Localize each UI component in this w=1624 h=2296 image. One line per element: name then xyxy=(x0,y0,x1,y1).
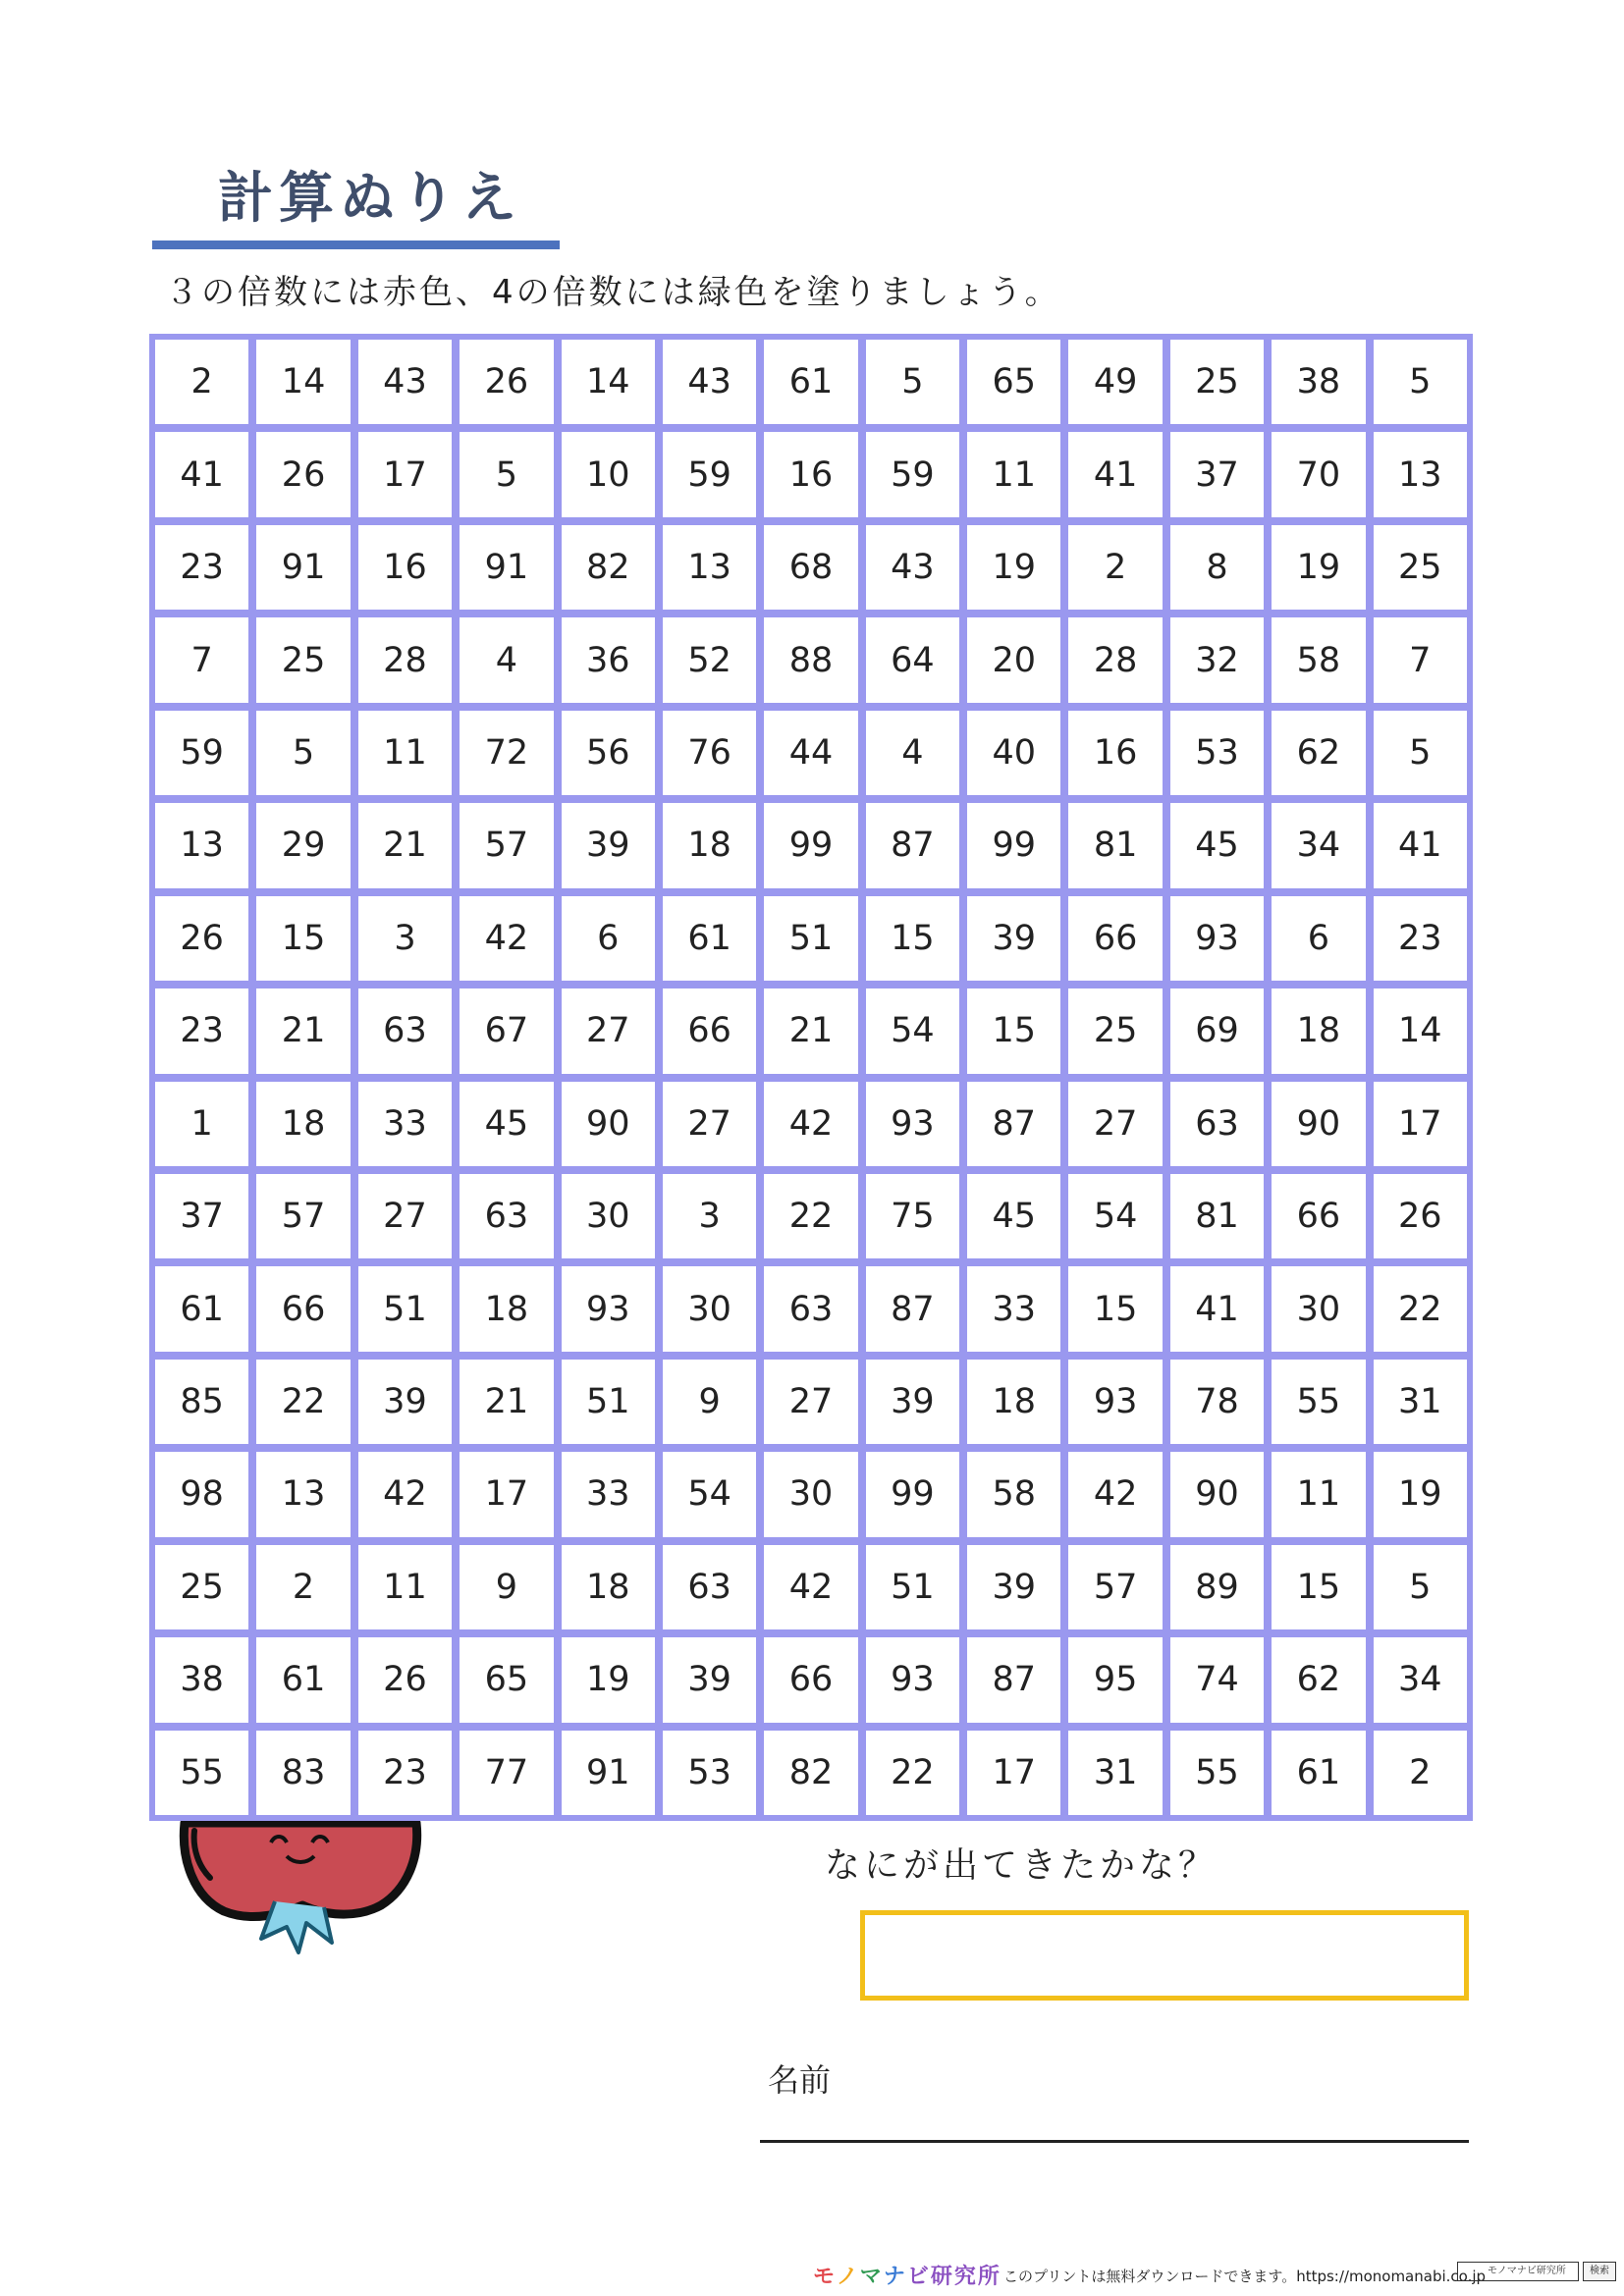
grid-cell[interactable]: 15 xyxy=(967,988,1060,1073)
grid-cell[interactable]: 66 xyxy=(1068,896,1162,981)
grid-cell[interactable]: 61 xyxy=(1272,1731,1365,1815)
grid-cell[interactable]: 42 xyxy=(764,1545,857,1629)
grid-cell[interactable]: 18 xyxy=(256,1082,350,1166)
grid-cell[interactable]: 54 xyxy=(1068,1174,1162,1258)
grid-cell[interactable]: 5 xyxy=(1374,711,1467,795)
instructions-text: ３の倍数には赤色、4の倍数には緑色を塗りましょう。 xyxy=(165,273,1061,312)
page-title: 計算ぬりえ xyxy=(218,167,522,231)
grid-cell[interactable]: 32 xyxy=(1170,617,1264,702)
grid-cell[interactable]: 61 xyxy=(155,1266,248,1351)
grid-cell[interactable]: 42 xyxy=(764,1082,857,1166)
grid-cell[interactable]: 13 xyxy=(663,525,756,610)
grid-cell[interactable]: 15 xyxy=(1272,1545,1365,1629)
grid-cell[interactable]: 10 xyxy=(562,432,655,516)
grid-cell[interactable]: 38 xyxy=(155,1637,248,1722)
grid-cell[interactable]: 51 xyxy=(764,896,857,981)
grid-cell[interactable]: 87 xyxy=(866,803,959,887)
grid-cell[interactable]: 57 xyxy=(256,1174,350,1258)
grid-cell[interactable]: 51 xyxy=(358,1266,452,1351)
grid-cell[interactable]: 54 xyxy=(663,1452,756,1536)
grid-cell[interactable]: 2 xyxy=(1068,525,1162,610)
grid-cell[interactable]: 87 xyxy=(967,1082,1060,1166)
grid-cell[interactable]: 15 xyxy=(256,896,350,981)
grid-cell[interactable]: 58 xyxy=(967,1452,1060,1536)
grid-cell[interactable]: 18 xyxy=(1272,988,1365,1073)
grid-cell[interactable]: 99 xyxy=(866,1452,959,1536)
grid-cell[interactable]: 26 xyxy=(256,432,350,516)
grid-cell[interactable]: 21 xyxy=(460,1360,553,1444)
grid-cell[interactable]: 23 xyxy=(358,1731,452,1815)
grid-cell[interactable]: 56 xyxy=(562,711,655,795)
grid-cell[interactable]: 39 xyxy=(967,896,1060,981)
grid-cell[interactable]: 43 xyxy=(663,340,756,424)
grid-cell[interactable]: 87 xyxy=(866,1266,959,1351)
name-label: 名前 xyxy=(768,2061,832,2099)
grid-cell[interactable]: 21 xyxy=(256,988,350,1073)
grid-cell[interactable]: 55 xyxy=(1170,1731,1264,1815)
grid-cell[interactable]: 30 xyxy=(764,1452,857,1536)
grid-cell[interactable]: 63 xyxy=(358,988,452,1073)
grid-cell[interactable]: 91 xyxy=(256,525,350,610)
grid-cell[interactable]: 76 xyxy=(663,711,756,795)
grid-cell[interactable]: 30 xyxy=(663,1266,756,1351)
grid-cell[interactable]: 8 xyxy=(1170,525,1264,610)
grid-cell[interactable]: 26 xyxy=(460,340,553,424)
apple-mascot-icon xyxy=(177,1821,432,1958)
grid-cell[interactable]: 55 xyxy=(1272,1360,1365,1444)
grid-cell[interactable]: 14 xyxy=(1374,988,1467,1073)
grid-cell[interactable]: 62 xyxy=(1272,1637,1365,1722)
grid-cell[interactable]: 9 xyxy=(460,1545,553,1629)
footer-search-input[interactable]: モノマナビ研究所 xyxy=(1457,2262,1579,2281)
grid-cell[interactable]: 4 xyxy=(460,617,553,702)
grid-cell[interactable]: 6 xyxy=(562,896,655,981)
grid-cell[interactable]: 1 xyxy=(155,1082,248,1166)
grid-cell[interactable]: 3 xyxy=(663,1174,756,1258)
grid-cell[interactable]: 63 xyxy=(1170,1082,1264,1166)
grid-cell[interactable]: 69 xyxy=(1170,988,1264,1073)
grid-cell[interactable]: 5 xyxy=(1374,340,1467,424)
grid-cell[interactable]: 37 xyxy=(1170,432,1264,516)
grid-cell[interactable]: 22 xyxy=(764,1174,857,1258)
logo-char: モ xyxy=(813,2265,837,2289)
grid-cell[interactable]: 5 xyxy=(256,711,350,795)
grid-cell[interactable]: 39 xyxy=(663,1637,756,1722)
grid-cell[interactable]: 41 xyxy=(1068,432,1162,516)
grid-cell[interactable]: 93 xyxy=(1068,1360,1162,1444)
grid-cell[interactable]: 42 xyxy=(1068,1452,1162,1536)
grid-cell[interactable]: 91 xyxy=(562,1731,655,1815)
grid-cell[interactable]: 44 xyxy=(764,711,857,795)
grid-cell[interactable]: 66 xyxy=(1272,1174,1365,1258)
grid-cell[interactable]: 43 xyxy=(866,525,959,610)
grid-cell[interactable]: 2 xyxy=(256,1545,350,1629)
grid-cell[interactable]: 31 xyxy=(1068,1731,1162,1815)
grid-cell[interactable]: 26 xyxy=(358,1637,452,1722)
grid-cell[interactable]: 27 xyxy=(764,1360,857,1444)
logo-char: ノ xyxy=(836,2265,860,2289)
grid-cell[interactable]: 4 xyxy=(866,711,959,795)
grid-cell[interactable]: 34 xyxy=(1272,803,1365,887)
grid-cell[interactable]: 89 xyxy=(1170,1545,1264,1629)
grid-cell[interactable]: 41 xyxy=(1374,803,1467,887)
grid-cell[interactable]: 5 xyxy=(460,432,553,516)
name-line[interactable] xyxy=(760,2140,1469,2143)
title-underline xyxy=(152,240,560,249)
grid-cell[interactable]: 42 xyxy=(358,1452,452,1536)
grid-cell[interactable]: 19 xyxy=(967,525,1060,610)
grid-cell[interactable]: 22 xyxy=(1374,1266,1467,1351)
grid-cell[interactable]: 36 xyxy=(562,617,655,702)
grid-cell[interactable]: 67 xyxy=(460,988,553,1073)
grid-cell[interactable]: 20 xyxy=(967,617,1060,702)
grid-cell[interactable]: 64 xyxy=(866,617,959,702)
grid-cell[interactable]: 11 xyxy=(1272,1452,1365,1536)
grid-cell[interactable]: 25 xyxy=(1374,525,1467,610)
grid-cell[interactable]: 30 xyxy=(562,1174,655,1258)
grid-cell[interactable]: 33 xyxy=(967,1266,1060,1351)
grid-cell[interactable]: 68 xyxy=(764,525,857,610)
grid-cell[interactable]: 26 xyxy=(1374,1174,1467,1258)
grid-cell[interactable]: 25 xyxy=(256,617,350,702)
grid-cell[interactable]: 65 xyxy=(460,1637,553,1722)
grid-cell[interactable]: 45 xyxy=(967,1174,1060,1258)
grid-cell[interactable]: 95 xyxy=(1068,1637,1162,1722)
grid-cell[interactable]: 9 xyxy=(663,1360,756,1444)
grid-cell[interactable]: 75 xyxy=(866,1174,959,1258)
grid-cell[interactable]: 25 xyxy=(1068,988,1162,1073)
footer-search-button[interactable]: 検索 xyxy=(1583,2262,1616,2281)
grid-cell[interactable]: 39 xyxy=(967,1545,1060,1629)
grid-cell[interactable]: 57 xyxy=(460,803,553,887)
grid-cell[interactable]: 45 xyxy=(460,1082,553,1166)
grid-cell[interactable]: 15 xyxy=(1068,1266,1162,1351)
grid-cell[interactable]: 93 xyxy=(866,1082,959,1166)
grid-cell[interactable]: 25 xyxy=(155,1545,248,1629)
grid-cell[interactable]: 81 xyxy=(1170,1174,1264,1258)
grid-cell[interactable]: 31 xyxy=(1374,1360,1467,1444)
grid-cell[interactable]: 82 xyxy=(764,1731,857,1815)
grid-cell[interactable]: 83 xyxy=(256,1731,350,1815)
footer-text: このプリントは無料ダウンロードできます。https://monomanabi.co.jp xyxy=(1003,2268,1487,2285)
grid-cell[interactable]: 65 xyxy=(967,340,1060,424)
grid-cell[interactable]: 11 xyxy=(967,432,1060,516)
grid-cell[interactable]: 51 xyxy=(562,1360,655,1444)
grid-cell[interactable]: 5 xyxy=(1374,1545,1467,1629)
grid-cell[interactable]: 2 xyxy=(155,340,248,424)
grid-cell[interactable]: 77 xyxy=(460,1731,553,1815)
grid-cell[interactable]: 55 xyxy=(155,1731,248,1815)
grid-cell[interactable]: 19 xyxy=(562,1637,655,1722)
grid-cell[interactable]: 34 xyxy=(1374,1637,1467,1722)
grid-cell[interactable]: 90 xyxy=(1170,1452,1264,1536)
grid-cell[interactable]: 11 xyxy=(358,1545,452,1629)
grid-cell[interactable]: 58 xyxy=(1272,617,1365,702)
grid-cell[interactable]: 26 xyxy=(155,896,248,981)
grid-cell[interactable]: 99 xyxy=(764,803,857,887)
grid-cell[interactable]: 16 xyxy=(358,525,452,610)
grid-cell[interactable]: 11 xyxy=(358,711,452,795)
grid-cell[interactable]: 14 xyxy=(562,340,655,424)
answer-box[interactable] xyxy=(860,1910,1469,2001)
grid-cell[interactable]: 39 xyxy=(866,1360,959,1444)
grid-cell[interactable]: 18 xyxy=(562,1545,655,1629)
grid-cell[interactable]: 66 xyxy=(764,1637,857,1722)
grid-cell[interactable]: 18 xyxy=(663,803,756,887)
grid-cell[interactable]: 37 xyxy=(155,1174,248,1258)
grid-cell[interactable]: 27 xyxy=(562,988,655,1073)
grid-cell[interactable]: 61 xyxy=(663,896,756,981)
grid-cell[interactable]: 17 xyxy=(358,432,452,516)
grid-cell[interactable]: 38 xyxy=(1272,340,1365,424)
grid-cell[interactable]: 49 xyxy=(1068,340,1162,424)
grid-cell[interactable]: 66 xyxy=(256,1266,350,1351)
grid-cell[interactable]: 87 xyxy=(967,1637,1060,1722)
grid-cell[interactable]: 16 xyxy=(1068,711,1162,795)
grid-cell[interactable]: 17 xyxy=(460,1452,553,1536)
grid-cell[interactable]: 61 xyxy=(764,340,857,424)
grid-cell[interactable]: 74 xyxy=(1170,1637,1264,1722)
grid-cell[interactable]: 28 xyxy=(1068,617,1162,702)
grid-cell[interactable]: 30 xyxy=(1272,1266,1365,1351)
grid-cell[interactable]: 57 xyxy=(1068,1545,1162,1629)
grid-cell[interactable]: 13 xyxy=(1374,432,1467,516)
grid-cell[interactable]: 7 xyxy=(155,617,248,702)
grid-cell[interactable]: 43 xyxy=(358,340,452,424)
coloring-grid xyxy=(149,334,1473,1821)
grid-cell[interactable]: 54 xyxy=(866,988,959,1073)
grid-cell[interactable]: 52 xyxy=(663,617,756,702)
grid-cell[interactable]: 72 xyxy=(460,711,553,795)
grid-cell[interactable]: 23 xyxy=(155,988,248,1073)
grid-cell[interactable]: 27 xyxy=(663,1082,756,1166)
grid-cell[interactable]: 70 xyxy=(1272,432,1365,516)
grid-cell[interactable]: 22 xyxy=(866,1731,959,1815)
grid-cell[interactable]: 51 xyxy=(866,1545,959,1629)
grid-cell[interactable]: 7 xyxy=(1374,617,1467,702)
grid-cell[interactable]: 27 xyxy=(358,1174,452,1258)
grid-cell[interactable]: 33 xyxy=(358,1082,452,1166)
grid-cell[interactable]: 59 xyxy=(663,432,756,516)
grid-cell[interactable]: 29 xyxy=(256,803,350,887)
grid-cell[interactable]: 63 xyxy=(764,1266,857,1351)
grid-cell[interactable]: 6 xyxy=(1272,896,1365,981)
grid-cell[interactable]: 93 xyxy=(1170,896,1264,981)
grid-cell[interactable]: 17 xyxy=(1374,1082,1467,1166)
grid-cell[interactable]: 91 xyxy=(460,525,553,610)
grid-cell[interactable]: 28 xyxy=(358,617,452,702)
grid-cell[interactable]: 25 xyxy=(1170,340,1264,424)
grid-cell[interactable]: 45 xyxy=(1170,803,1264,887)
grid-cell[interactable]: 62 xyxy=(1272,711,1365,795)
grid-cell[interactable]: 19 xyxy=(1374,1452,1467,1536)
grid-cell[interactable]: 90 xyxy=(562,1082,655,1166)
grid-cell[interactable]: 21 xyxy=(764,988,857,1073)
grid-cell[interactable]: 23 xyxy=(155,525,248,610)
grid-cell[interactable]: 16 xyxy=(764,432,857,516)
grid-cell[interactable]: 39 xyxy=(358,1360,452,1444)
grid-cell[interactable]: 21 xyxy=(358,803,452,887)
grid-cell[interactable]: 85 xyxy=(155,1360,248,1444)
grid-cell[interactable]: 3 xyxy=(358,896,452,981)
grid-cell[interactable]: 41 xyxy=(1170,1266,1264,1351)
grid-cell[interactable]: 63 xyxy=(663,1545,756,1629)
grid-cell[interactable]: 88 xyxy=(764,617,857,702)
grid-cell[interactable]: 15 xyxy=(866,896,959,981)
grid-cell[interactable]: 98 xyxy=(155,1452,248,1536)
grid-cell[interactable]: 82 xyxy=(562,525,655,610)
grid-cell[interactable]: 53 xyxy=(663,1731,756,1815)
logo-char: マ xyxy=(859,2265,884,2289)
grid-cell[interactable]: 93 xyxy=(562,1266,655,1351)
grid-cell[interactable]: 59 xyxy=(155,711,248,795)
grid-cell[interactable]: 53 xyxy=(1170,711,1264,795)
grid-cell[interactable]: 39 xyxy=(562,803,655,887)
grid-cell[interactable]: 23 xyxy=(1374,896,1467,981)
grid-cell[interactable]: 78 xyxy=(1170,1360,1264,1444)
grid-cell[interactable]: 14 xyxy=(256,340,350,424)
question-text: なにが出てきたかな？ xyxy=(825,1845,1218,1886)
grid-cell[interactable]: 63 xyxy=(460,1174,553,1258)
footer-logo xyxy=(813,2260,1001,2290)
logo-char: ナ xyxy=(883,2265,907,2289)
grid-cell[interactable]: 33 xyxy=(562,1452,655,1536)
grid-cell[interactable]: 40 xyxy=(967,711,1060,795)
grid-cell[interactable]: 27 xyxy=(1068,1082,1162,1166)
grid-cell[interactable]: 2 xyxy=(1374,1731,1467,1815)
grid-cell[interactable]: 61 xyxy=(256,1637,350,1722)
grid-cell[interactable]: 22 xyxy=(256,1360,350,1444)
grid-cell[interactable]: 13 xyxy=(155,803,248,887)
grid-cell[interactable]: 13 xyxy=(256,1452,350,1536)
grid-cell[interactable]: 99 xyxy=(967,803,1060,887)
grid-cell[interactable]: 19 xyxy=(1272,525,1365,610)
grid-cell[interactable]: 18 xyxy=(967,1360,1060,1444)
grid-cell[interactable]: 18 xyxy=(460,1266,553,1351)
grid-cell[interactable]: 90 xyxy=(1272,1082,1365,1166)
grid-cell[interactable]: 42 xyxy=(460,896,553,981)
grid-cell[interactable]: 5 xyxy=(866,340,959,424)
logo-char: ビ研究所 xyxy=(906,2265,1001,2289)
grid-cell[interactable]: 81 xyxy=(1068,803,1162,887)
grid-cell[interactable]: 66 xyxy=(663,988,756,1073)
grid-cell[interactable]: 17 xyxy=(967,1731,1060,1815)
grid-cell[interactable]: 59 xyxy=(866,432,959,516)
grid-cell[interactable]: 93 xyxy=(866,1637,959,1722)
grid-cell[interactable]: 41 xyxy=(155,432,248,516)
